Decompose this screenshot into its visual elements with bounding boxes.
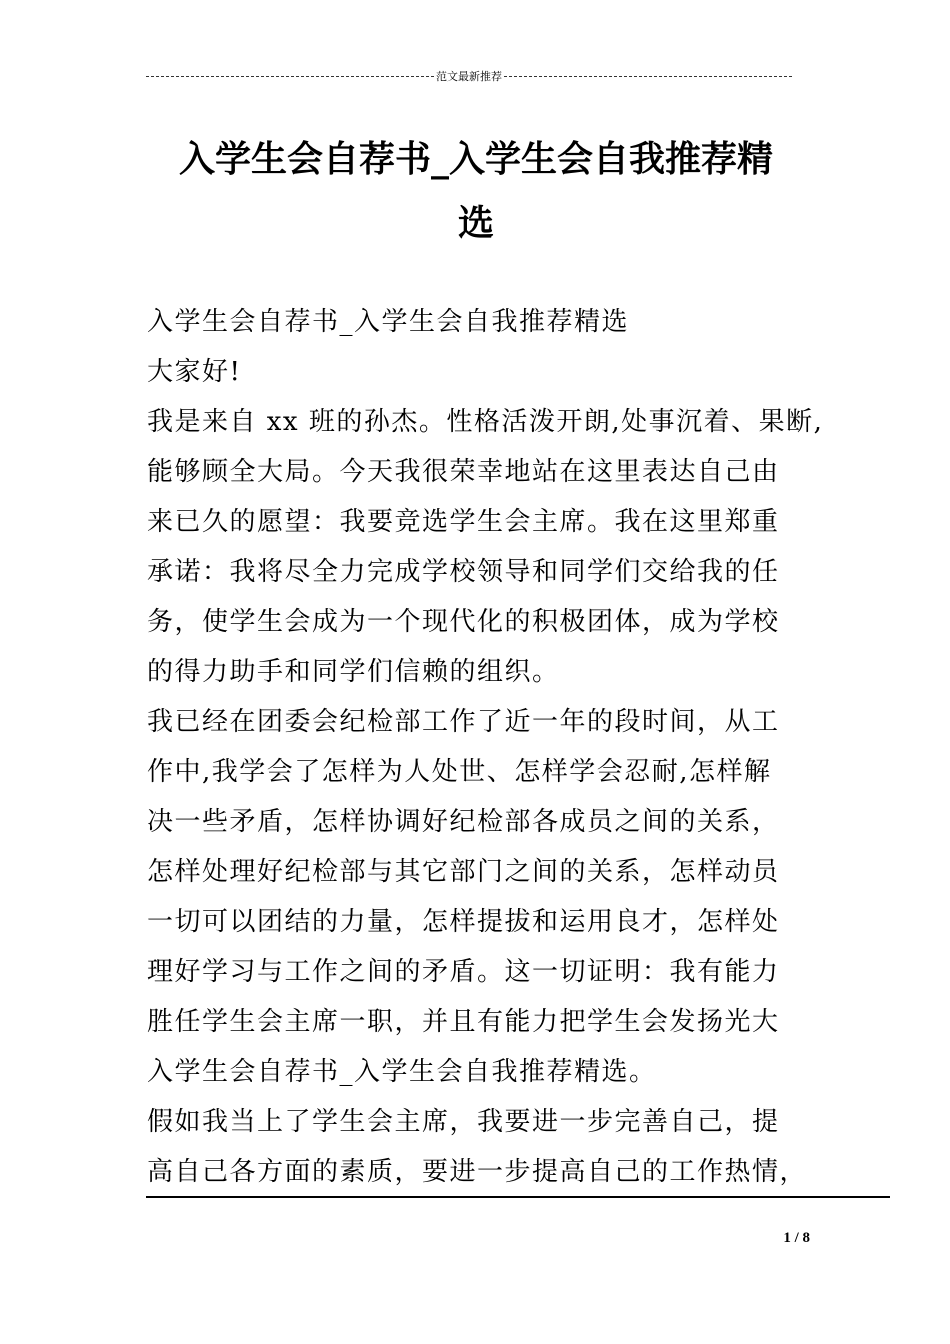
header-label: 范文最新推荐 bbox=[436, 70, 502, 83]
document-body bbox=[147, 297, 824, 1197]
body-line: 来已久的愿望：我要竞选学生会主席。我在这里郑重 bbox=[147, 507, 780, 537]
page-number: 1 / 8 bbox=[783, 1230, 810, 1246]
body-line: 的得力助手和同学们信赖的组织。 bbox=[147, 657, 560, 687]
page-header bbox=[146, 66, 792, 86]
body-line: 大家好! bbox=[147, 357, 242, 387]
header-dash-left bbox=[146, 76, 434, 77]
body-line: 入学生会自荐书_入学生会自我推荐精选 bbox=[147, 307, 630, 337]
body-line: 能够顾全大局。今天我很荣幸地站在这里表达自己由 bbox=[147, 457, 780, 487]
body-line: 假如我当上了学生会主席，我要进一步完善自己，提 bbox=[147, 1107, 780, 1137]
body-line: 决一些矛盾，怎样协调好纪检部各成员之间的关系， bbox=[147, 807, 780, 837]
body-line: 我已经在团委会纪检部工作了近一年的段时间，从工 bbox=[147, 707, 780, 737]
body-line: 作中,我学会了怎样为人处世、怎样学会忍耐,怎样解 bbox=[147, 757, 772, 787]
footer-rule bbox=[146, 1196, 890, 1198]
body-line: 一切可以团结的力量，怎样提拔和运用良才，怎样处 bbox=[147, 907, 780, 937]
body-line: 承诺：我将尽全力完成学校领导和同学们交给我的任 bbox=[147, 557, 780, 587]
body-line: 我是来自 xx 班的孙杰。性格活泼开朗,处事沉着、果断, bbox=[147, 407, 824, 437]
body-line: 入学生会自荐书_入学生会自我推荐精选。 bbox=[147, 1057, 657, 1087]
body-line: 高自己各方面的素质，要进一步提高自己的工作热情， bbox=[147, 1157, 808, 1187]
body-line: 怎样处理好纪检部与其它部门之间的关系，怎样动员 bbox=[147, 857, 780, 887]
body-line: 胜任学生会主席一职，并且有能力把学生会发扬光大 bbox=[147, 1007, 780, 1037]
body-line: 务，使学生会成为一个现代化的积极团体，成为学校 bbox=[147, 607, 780, 637]
header-dash-right bbox=[504, 76, 792, 77]
title-line-1: 入学生会自荐书_入学生会自我推荐精 bbox=[178, 139, 773, 180]
title-line-2: 选 bbox=[457, 203, 494, 244]
document-title bbox=[146, 128, 806, 256]
body-line: 理好学习与工作之间的矛盾。这一切证明：我有能力 bbox=[147, 957, 780, 987]
